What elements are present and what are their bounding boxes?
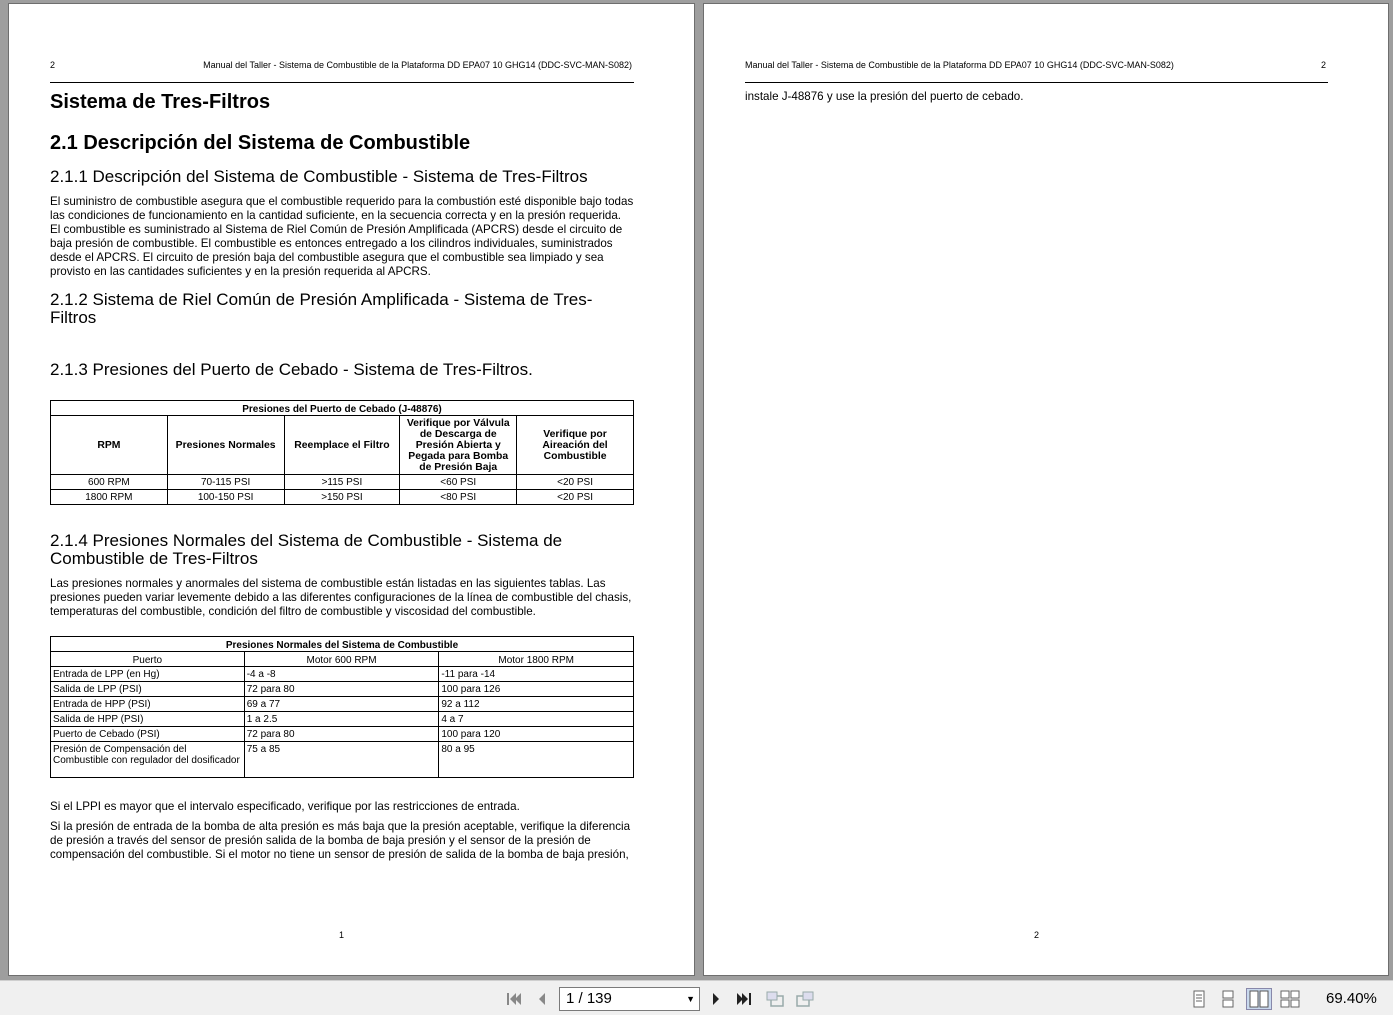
page-2	[703, 3, 1389, 976]
page-title: Sistema de Tres-Filtros	[50, 91, 271, 113]
single-page-icon[interactable]	[1188, 988, 1210, 1010]
table-cell: 72 para 80	[244, 727, 439, 742]
table-cell: <20 PSI	[517, 490, 634, 505]
header-rule	[50, 82, 634, 83]
next-page-icon[interactable]	[705, 988, 727, 1010]
table-header: RPM	[51, 416, 168, 475]
table-cell: -11 para -14	[439, 667, 634, 682]
footer-page-number: 1	[339, 930, 345, 940]
table-cell: Puerto de Cebado (PSI)	[51, 727, 245, 742]
table-header: Puerto	[51, 652, 245, 667]
last-page-icon[interactable]	[733, 988, 755, 1010]
subsection-heading: 2.1.4 Presiones Normales del Sistema de Combustible - Sistema de Combustible de Tres-Filtros	[50, 531, 563, 568]
table-cell: 80 a 95	[439, 742, 634, 778]
table-header: Verifique por Válvula de Descarga de Presión Abierta y Pegada para Bomba de Presión Baja	[400, 416, 517, 475]
table-header: Verifique por Aireación del Combustible	[517, 416, 634, 475]
priming-port-pressure-table	[50, 400, 634, 505]
table-row	[51, 697, 634, 712]
paragraph: Si la presión de entrada de la bomba de alta presión es más baja que la presión aceptable, verifique la diferencia de presión a través del sensor de presión salida de la bomba de baja presión y el sensor de la presión de compensación del combustible. Si el motor no tiene un sensor de presión de salida de la bomba de baja presión,	[50, 820, 631, 861]
table-cell: <80 PSI	[400, 490, 517, 505]
header-page-number: 2	[1320, 60, 1326, 70]
chevron-down-icon[interactable]: ▼	[686, 994, 695, 1004]
table-row	[51, 742, 634, 778]
table-cell: Entrada de HPP (PSI)	[51, 697, 245, 712]
paragraph: instale J-48876 y use la presión del puerto de cebado.	[745, 90, 1024, 103]
subsection-heading: 2.1.3 Presiones del Puerto de Cebado - Sistema de Tres-Filtros.	[50, 360, 533, 379]
continuous-icon[interactable]	[1217, 988, 1239, 1010]
table-caption: Presiones Normales del Sistema de Combustible	[51, 637, 634, 652]
table-cell: 100 para 126	[439, 682, 634, 697]
table-row	[51, 682, 634, 697]
rotate-left-icon[interactable]	[764, 988, 786, 1010]
table-row	[51, 727, 634, 742]
table-row	[51, 712, 634, 727]
table-cell: 4 a 7	[439, 712, 634, 727]
table-header: Motor 1800 RPM	[439, 652, 634, 667]
table-cell: 100-150 PSI	[167, 490, 284, 505]
two-page-continuous-icon[interactable]	[1279, 988, 1301, 1010]
table-cell: Salida de LPP (PSI)	[51, 682, 245, 697]
viewer-toolbar	[0, 980, 1393, 1015]
prev-page-icon[interactable]	[531, 988, 553, 1010]
header-title: Manual del Taller - Sistema de Combustible de la Plataforma DD EPA07 10 GHG14 (DDC-SVC-MAN-S082)	[203, 60, 632, 70]
table-row	[51, 490, 634, 505]
table-cell: >115 PSI	[284, 475, 400, 490]
page-indicator: 1 / 139	[566, 990, 612, 1007]
table-cell: -4 a -8	[244, 667, 439, 682]
table-cell: <20 PSI	[517, 475, 634, 490]
table-cell: 69 a 77	[244, 697, 439, 712]
paragraph: Si el LPPI es mayor que el intervalo especificado, verifique por las restricciones de entrada.	[50, 800, 520, 813]
table-row	[51, 667, 634, 682]
header-title: Manual del Taller - Sistema de Combustible de la Plataforma DD EPA07 10 GHG14 (DDC-SVC-MAN-S082)	[745, 60, 1174, 70]
table-header: Reemplace el Filtro	[284, 416, 400, 475]
subsection-heading: 2.1.2 Sistema de Riel Común de Presión Amplificada - Sistema de Tres-Filtros	[50, 290, 593, 327]
two-page-icon[interactable]	[1246, 988, 1272, 1010]
paragraph: Las presiones normales y anormales del sistema de combustible están listadas en las siguientes tablas. Las presiones pueden variar levemente debido a las diferentes configuraciones de la línea de combustible del chasis, temperaturas del combustible, condición del filtro de combustible y viscosidad del combustible.	[50, 577, 632, 618]
table-cell: 72 para 80	[244, 682, 439, 697]
table-cell: 75 a 85	[244, 742, 439, 778]
zoom-level[interactable]: 69.40%	[1326, 990, 1377, 1007]
section-heading: 2.1 Descripción del Sistema de Combustible	[50, 132, 471, 154]
rotate-right-icon[interactable]	[794, 988, 816, 1010]
page-1	[8, 3, 695, 976]
header-page-number: 2	[50, 60, 56, 70]
page-number-input[interactable]	[559, 987, 700, 1011]
paragraph: El suministro de combustible asegura que el combustible requerido para la combustión esté disponible bajo todas las condiciones de funcionamiento en la cantidad suficiente, en la secuencia correcta y en la presión requerida. El combustible es suministrado al Sistema de Riel Común de Presión Amplificada (APCRS) desde el circuito de baja presión de combustible. El combustible es entonces entregado a los cilindros individuales, suministrados desde el APCRS. El circuito de presión baja del combustible asegura que el combustible sea limpiado y sea provisto en las cantidades suficientes y en la presión requerida al APCRS.	[50, 195, 634, 278]
normal-fuel-pressure-table	[50, 636, 634, 778]
table-cell: 1 a 2.5	[244, 712, 439, 727]
table-cell: 1800 RPM	[51, 490, 168, 505]
table-cell: >150 PSI	[284, 490, 400, 505]
table-cell: Salida de HPP (PSI)	[51, 712, 245, 727]
table-cell: Presión de Compensación del Combustible con regulador del dosificador	[51, 742, 245, 778]
table-cell: 100 para 120	[439, 727, 634, 742]
table-cell: <60 PSI	[400, 475, 517, 490]
table-cell: Entrada de LPP (en Hg)	[51, 667, 245, 682]
table-header: Presiones Normales	[167, 416, 284, 475]
subsection-heading: 2.1.1 Descripción del Sistema de Combustible - Sistema de Tres-Filtros	[50, 167, 588, 186]
table-cell: 600 RPM	[51, 475, 168, 490]
footer-page-number: 2	[1034, 930, 1040, 940]
header-rule	[745, 82, 1328, 83]
table-header: Motor 600 RPM	[244, 652, 439, 667]
table-row	[51, 475, 634, 490]
table-caption: Presiones del Puerto de Cebado (J-48876)	[51, 401, 634, 416]
table-cell: 70-115 PSI	[167, 475, 284, 490]
first-page-icon[interactable]	[503, 988, 525, 1010]
table-cell: 92 a 112	[439, 697, 634, 712]
